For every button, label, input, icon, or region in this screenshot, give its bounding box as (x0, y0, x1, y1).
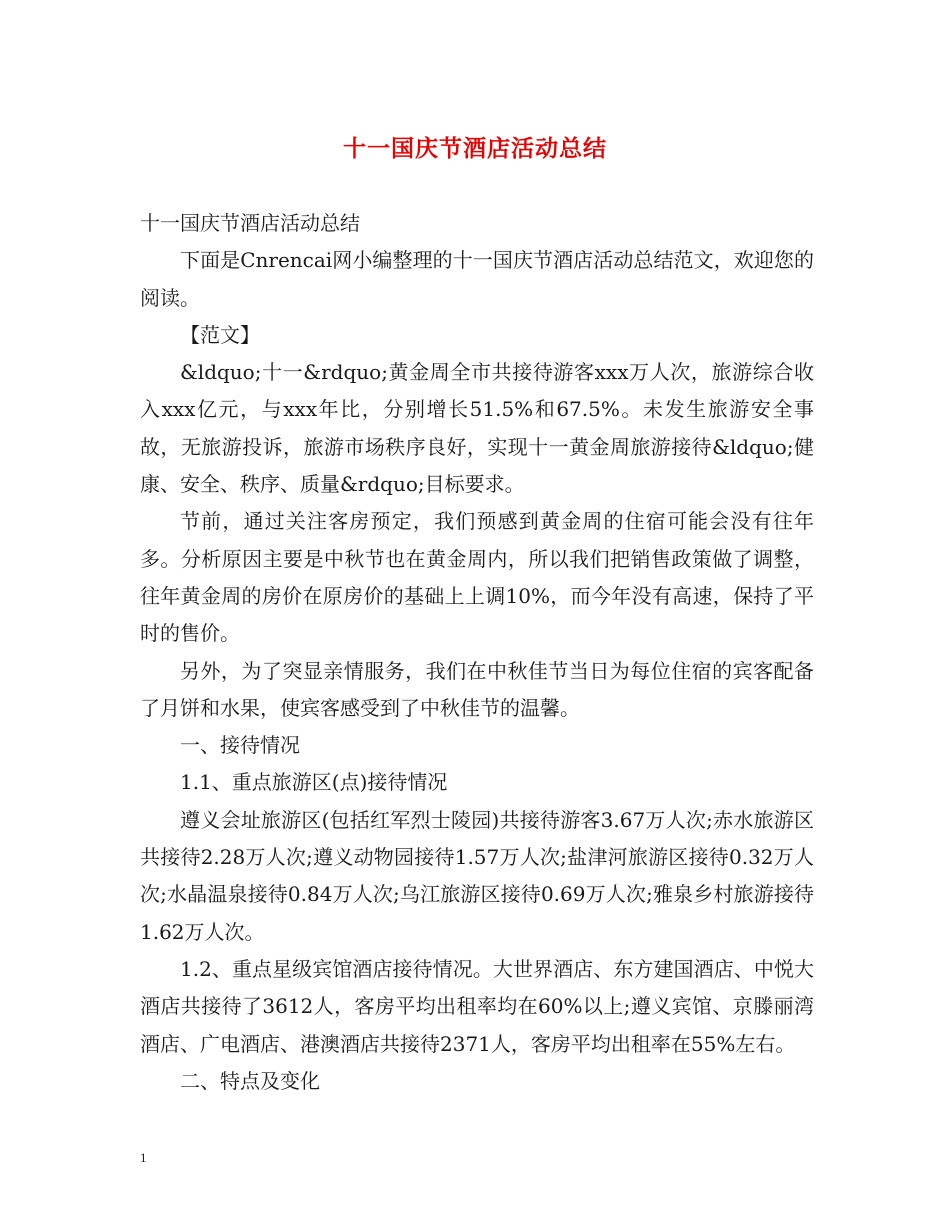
intro-paragraph: 下面是Cnrencai网小编整理的十一国庆节酒店活动总结范文，欢迎您的阅读。 (140, 248, 814, 310)
page-number: 1 (140, 1150, 147, 1165)
heading-reception: 一、接待情况 (180, 733, 300, 758)
document-body (140, 205, 814, 1100)
subtitle-line: 十一国庆节酒店活动总结 (140, 211, 360, 235)
heading-features: 二、特点及变化 (180, 1068, 320, 1093)
paragraph-pre-holiday: 节前，通过关注客房预定，我们预感到黄金周的住宿可能会没有往年多。分析原因主要是中秋节也在黄金周内，所以我们把销售政策做了调整，往年黄金周的房价在原房价的基础上上调10%，而今年没有高速，保持了平时的售价。 (140, 509, 814, 646)
section-label-sample: 【范文】 (180, 322, 260, 347)
heading-1-1: 1.1、重点旅游区(点)接待情况 (180, 770, 448, 795)
document-title: 十一国庆节酒店活动总结 (343, 135, 607, 162)
paragraph-service: 另外，为了突显亲情服务，我们在中秋佳节当日为每位住宿的宾客配备了月饼和水果，使宾客感受到了中秋佳节的温馨。 (140, 658, 814, 720)
paragraph-overview: &ldquo;十一&rdquo;黄金周全市共接待游客xxx万人次，旅游综合收入xxx亿元，与xxx年比，分别增长51.5%和67.5%。未发生旅游安全事故，无旅游投诉，旅游市场秩序良好，实现十一黄金周旅游接待&ldquo;健康、安全、秩序、质量&rdquo;目标要求。 (140, 360, 814, 497)
paragraph-scenic-areas: 遵义会址旅游区(包括红军烈士陵园)共接待游客3.67万人次;赤水旅游区共接待2.28万人次;遵义动物园接待1.57万人次;盐津河旅游区接待0.32万人次;水晶温泉接待0.84万人次;乌江旅游区接待0.69万人次;雅泉乡村旅游接待1.62万人次。 (140, 807, 814, 944)
paragraph-hotels: 1.2、重点星级宾馆酒店接待情况。大世界酒店、东方建国酒店、中悦大酒店共接待了3612人，客房平均出租率均在60%以上;遵义宾馆、京滕丽湾酒店、广电酒店、港澳酒店共接待2371人，客房平均出租率在55%左右。 (140, 956, 814, 1056)
